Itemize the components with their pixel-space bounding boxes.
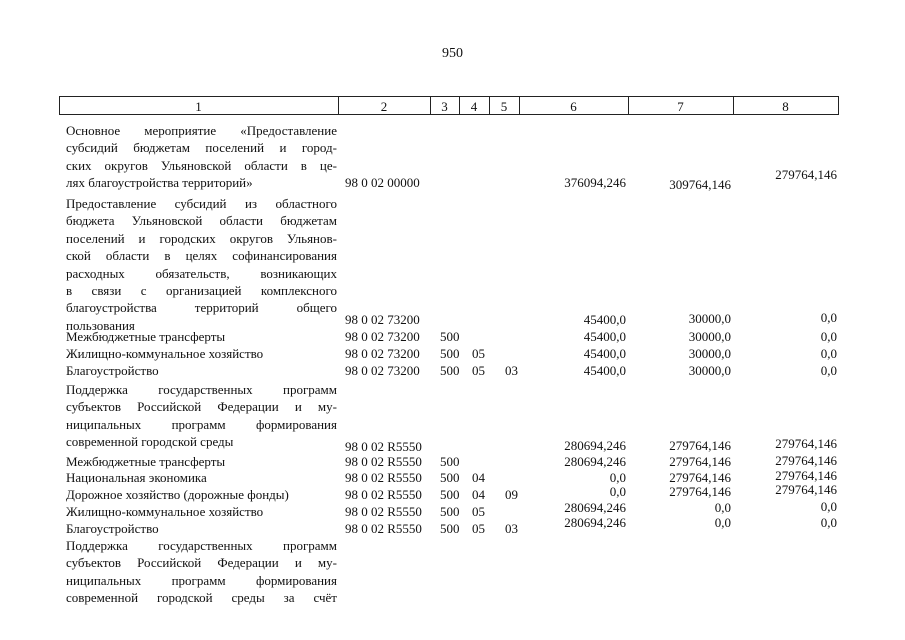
cell-amount-col-7: 30000,0 — [688, 329, 731, 344]
row-name — [66, 345, 337, 362]
cell-section: 05 — [472, 346, 485, 361]
row-name-line: благоустройства территорий общего — [66, 300, 337, 316]
cell-expense-type: 500 — [440, 346, 460, 361]
cell-amount-col-6: 0,0 — [609, 470, 626, 485]
row-name — [66, 381, 337, 451]
cell-section: 05 — [472, 504, 485, 519]
cell-amount-col-8: 279764,146 — [775, 436, 837, 451]
cell-amount-col-8: 0,0 — [820, 363, 837, 378]
cell-expense-type: 500 — [440, 363, 460, 378]
cell-target-article: 98 0 02 00000 — [345, 175, 420, 190]
cell-amount-col-7: 30000,0 — [688, 363, 731, 378]
row-name-line: расходных обязательств, возникающих — [66, 265, 337, 281]
cell-amount-col-6: 45400,0 — [583, 329, 626, 344]
row-name-line: Национальная экономика — [66, 470, 207, 485]
cell-amount-col-8: 0,0 — [820, 329, 837, 344]
cell-expense-type: 500 — [440, 454, 460, 469]
cell-target-article: 98 0 02 R5550 — [345, 454, 422, 469]
cell-amount-col-8: 0,0 — [820, 346, 837, 361]
cell-amount-col-6: 280694,246 — [564, 438, 626, 453]
cell-target-article: 98 0 02 R5550 — [345, 487, 422, 502]
header-divider — [838, 96, 839, 115]
row-name-line: Жилищно-коммунальное хозяйство — [66, 504, 264, 519]
cell-amount-col-6: 45400,0 — [583, 346, 626, 361]
cell-section: 05 — [472, 363, 485, 378]
cell-section: 05 — [472, 521, 485, 536]
row-name-line: в связи с организацией комплексного — [66, 283, 337, 299]
cell-expense-type: 500 — [440, 487, 460, 502]
row-name — [66, 362, 337, 379]
cell-amount-col-7: 0,0 — [714, 515, 731, 530]
row-name-line: поселений и городских округов Ульянов- — [66, 230, 337, 246]
row-name — [66, 520, 337, 537]
cell-section: 04 — [472, 487, 485, 502]
cell-amount-col-6: 45400,0 — [583, 363, 626, 378]
row-name-line: современной городской среды за счёт — [66, 590, 337, 606]
cell-subsection: 03 — [505, 363, 518, 378]
cell-amount-col-6: 280694,246 — [564, 454, 626, 469]
row-name — [66, 328, 337, 345]
cell-target-article: 98 0 02 73200 — [345, 329, 420, 344]
row-name-line: Благоустройство — [66, 363, 159, 378]
row-name-line: Поддержка государственных программ — [66, 382, 337, 397]
cell-amount-col-8: 0,0 — [820, 310, 837, 325]
row-name-line: Межбюджетные трансферты — [66, 454, 226, 469]
cell-target-article: 98 0 02 73200 — [345, 312, 420, 327]
row-name — [66, 195, 337, 334]
row-name — [66, 122, 337, 192]
cell-target-article: 98 0 02 R5550 — [345, 470, 422, 485]
header-top-border — [59, 96, 839, 97]
cell-subsection: 09 — [505, 487, 518, 502]
row-name-line: Предоставление субсидий из областного — [66, 196, 337, 211]
cell-amount-col-7: 30000,0 — [688, 311, 731, 326]
row-name-line: пользования — [66, 317, 135, 333]
row-name-line: ской области в целях софинансирования — [66, 248, 337, 264]
cell-subsection: 03 — [505, 521, 518, 536]
row-name — [66, 537, 337, 607]
row-name-line: Межбюджетные трансферты — [66, 329, 226, 344]
row-name-line: Основное мероприятие «Предоставление — [66, 123, 337, 138]
cell-amount-col-8: 279764,146 — [775, 482, 837, 497]
cell-section: 04 — [472, 470, 485, 485]
row-name-line: Поддержка государственных программ — [66, 538, 337, 553]
header-col-2: 2 — [380, 99, 388, 114]
cell-expense-type: 500 — [440, 329, 460, 344]
row-name — [66, 503, 337, 520]
row-name-line: лях благоустройства территорий» — [66, 175, 253, 191]
cell-expense-type: 500 — [440, 470, 460, 485]
cell-expense-type: 500 — [440, 521, 460, 536]
cell-amount-col-7: 0,0 — [714, 500, 731, 515]
cell-expense-type: 500 — [440, 504, 460, 519]
cell-target-article: 98 0 02 R5550 — [345, 504, 422, 519]
cell-amount-col-6: 280694,246 — [564, 500, 626, 515]
cell-amount-col-8: 0,0 — [820, 515, 837, 530]
row-name-line: субъектов Российской Федерации и му- — [66, 399, 337, 415]
cell-amount-col-7: 279764,146 — [669, 438, 731, 453]
header-col-5: 5 — [500, 99, 508, 114]
header-col-1: 1 — [195, 99, 202, 114]
row-name — [66, 469, 337, 486]
header-col-8: 8 — [782, 99, 789, 114]
cell-target-article: 98 0 02 R5550 — [345, 521, 422, 536]
row-name — [66, 453, 337, 470]
cell-target-article: 98 0 02 73200 — [345, 346, 420, 361]
row-name — [66, 486, 337, 503]
cell-amount-col-6: 0,0 — [609, 484, 626, 499]
row-name-line: ских округов Ульяновской области в це- — [66, 157, 337, 173]
cell-target-article: 98 0 02 73200 — [345, 363, 420, 378]
cell-target-article: 98 0 02 R5550 — [345, 439, 422, 454]
row-name-line: ниципальных программ формирования — [66, 572, 337, 588]
row-name-line: ниципальных программ формирования — [66, 416, 337, 432]
cell-amount-col-7: 279764,146 — [669, 470, 731, 485]
cell-amount-col-6: 45400,0 — [583, 312, 626, 327]
page-number: 950 — [442, 46, 463, 61]
row-name-line: субъектов Российской Федерации и му- — [66, 555, 337, 571]
header-col-3: 3 — [441, 99, 448, 114]
row-name-line: Дорожное хозяйство (дорожные фонды) — [66, 487, 289, 502]
header-col-7: 7 — [677, 99, 684, 114]
cell-amount-col-8: 279764,146 — [775, 167, 837, 182]
row-name-line: современной городской среды — [66, 434, 234, 450]
row-name-line: бюджета Ульяновской области бюджетам — [66, 213, 337, 229]
cell-amount-col-7: 30000,0 — [688, 346, 731, 361]
cell-amount-col-7: 279764,146 — [669, 484, 731, 499]
cell-amount-col-8: 279764,146 — [775, 468, 837, 483]
row-name-line: Жилищно-коммунальное хозяйство — [66, 346, 264, 361]
cell-amount-col-7: 309764,146 — [669, 177, 731, 192]
cell-amount-col-6: 280694,246 — [564, 515, 626, 530]
cell-amount-col-6: 376094,246 — [564, 175, 626, 190]
header-col-4: 4 — [470, 99, 478, 114]
row-name-line: Благоустройство — [66, 521, 159, 536]
header-col-6: 6 — [570, 99, 577, 114]
row-name-line: субсидий бюджетам поселений и город- — [66, 140, 337, 156]
cell-amount-col-8: 279764,146 — [775, 453, 837, 468]
cell-amount-col-7: 279764,146 — [669, 454, 731, 469]
cell-amount-col-8: 0,0 — [820, 499, 837, 514]
